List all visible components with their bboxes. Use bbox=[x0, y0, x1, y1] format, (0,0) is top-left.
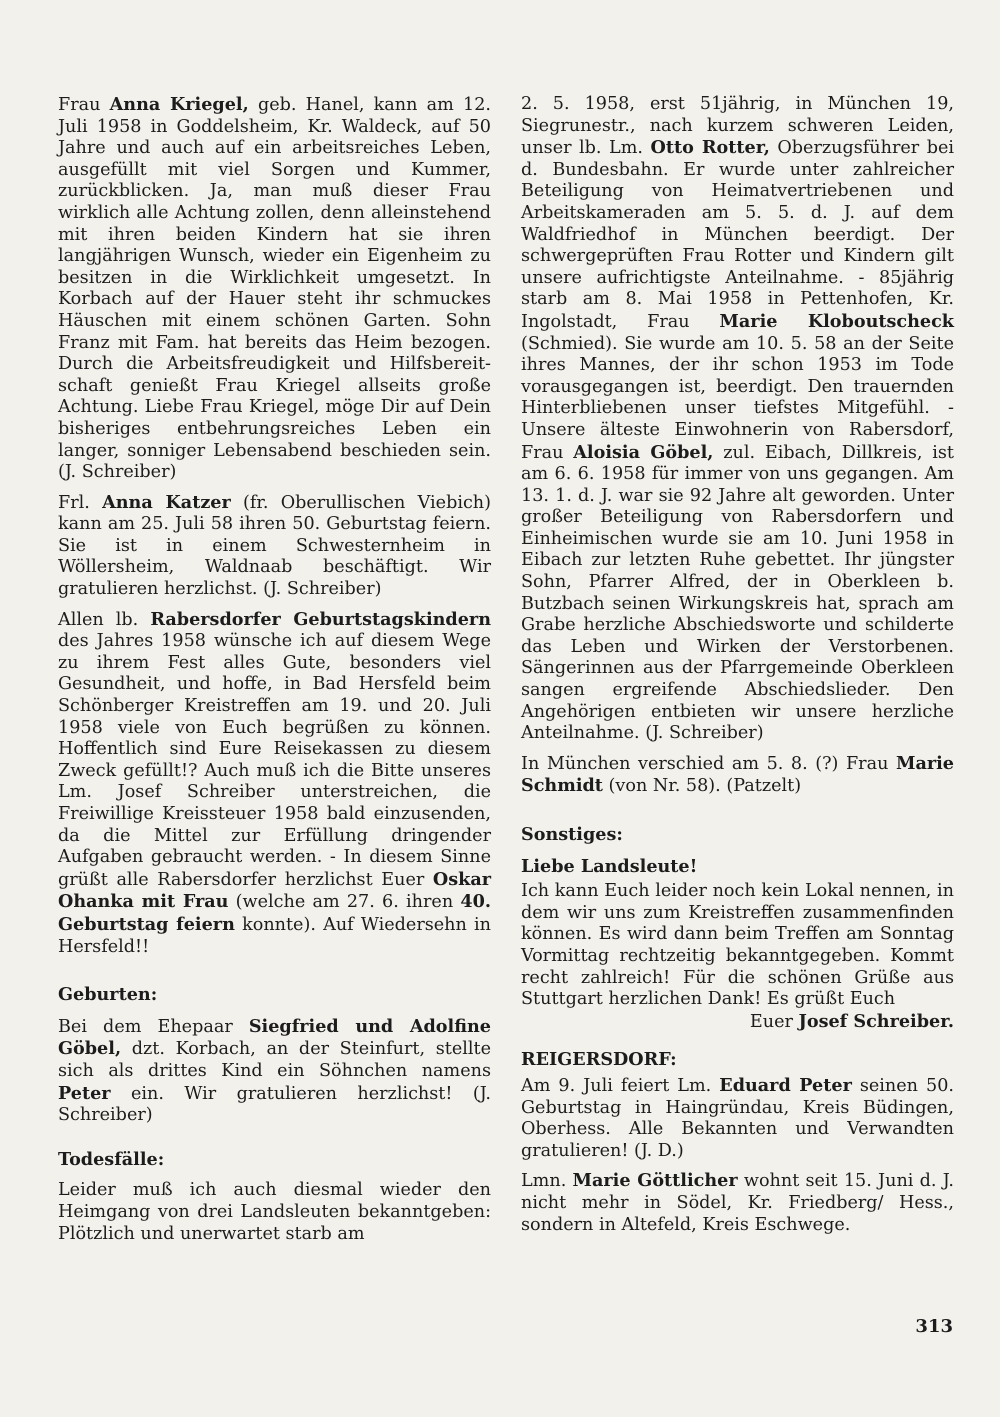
signature-name: Josef Schreiber. bbox=[798, 1010, 954, 1032]
person-name: Aloisia Göbel, bbox=[573, 441, 714, 463]
person-name: Marie Göttlicher bbox=[572, 1170, 738, 1192]
person-name: Marie Schmidt bbox=[521, 752, 954, 797]
emphasis-text: Rabersdorfer Geburtstagskindern bbox=[150, 608, 491, 630]
deaths-heading: Todesfälle: bbox=[58, 1148, 165, 1170]
dear-countrymen-paragraph: Ich kann Euch leider noch kein Lokal nennen, in dem wir uns zum Kreistreffen zusammenfinden können. Es wird dann beim Treffen am Sonntag Vormittag rechtzeitig bekanntgegeben. Kommt recht zahlreich! Für die schönen Grüße aus Stuttgart herzlichen Dank! Es grüßt Euch bbox=[521, 881, 954, 1010]
emphasis-text: 40. Geburtstag feiern bbox=[58, 891, 491, 935]
births-paragraph: Bei dem Ehepaar Siegfried und Adolfine Göbel, dzt. Korbach, an der Steinfurt, stellte sich als drittes Kind ein Söhnchen namens Peter ein. Wir gratulieren herzlichst! (J. Schreiber) bbox=[58, 1015, 492, 1126]
goettlicher-paragraph: Lmn. Marie Göttlicher wohnt seit 15. Juni d. J. nicht mehr in Södel, Kr. Friedberg/ Hess., sondern in Altefeld, Kreis Eschwege. bbox=[521, 1170, 954, 1235]
schmidt-paragraph: In München verschied am 5. 8. (?) Frau Marie Schmidt (von Nr. 58). (Patzelt) bbox=[521, 752, 954, 797]
person-name: Siegfried und Adolfine Göbel, bbox=[58, 1015, 492, 1060]
person-name: Peter bbox=[58, 1082, 111, 1104]
left-column bbox=[58, 94, 491, 1245]
kriegel-paragraph: Frau Anna Kriegel, geb. Hanel, kann am 12. Juli 1958 in Goddelsheim, Kr. Waldeck, auf 50 Jahre und auch auf ein arbeitsreiches Leben, ausgefüllt mit viel Sorgen und Kummer, zurückblicken. Ja, man muß dieser Frau wirklich alle Achtung zollen, denn alleinstehend mit ihren beiden Kindern hat sie ihren langjährigen Wunsch, wieder ein Eigenheim zu besitzen in die Wirklichkeit umgesetzt. In Korbach auf der Hauer steht ihr schmuckes Häuschen mit einem schönen Garten. Sohn Franz mit Fam. hat bereits das Heim bezogen. Durch die Arbeitsfreudigkeit und Hilfsbereitschaft genießt Frau Kriegel allseits große Achtung. Liebe Frau Kriegel, möge Dir auf Dein bisheriges entbehrungsreiches Leben ein langer, sonniger Lebensabend beschieden sein. (J. Schreiber) bbox=[58, 94, 491, 483]
rotter-paragraph: 2. 5. 1958, erst 51jährig, in München 19, Siegrunestr., nach kurzem schweren Leiden, unser lb. Lm. Otto Rotter, Oberzugsführer bei d. Bundesbahn. Er wurde unter zahlreicher Beteiligung von Heimatvertriebenen und Arbeitskameraden am 5. 5. d. J. auf dem Waldfriedhof in München beerdigt. Der schwergeprüften Frau Rotter und Kindern gilt unsere aufrichtigste Anteilnahme. - 85jährig starb am 8. Mai 1958 in Pettenhofen, Kr. Ingolstadt, Frau Marie Kloboutscheck (Schmied). Sie wurde am 10. 5. 58 an der Seite ihres Mannes, der ihr schon 1953 im Tode vorausgegangen ist, beerdigt. Den trauernden Hinterbliebenen unser tiefstes Mitgefühl. - Unsere älteste Einwohnerin von Rabersdorf, Frau Aloisia Göbel, zul. Eibach, Dillkreis, ist am 6. 6. 1958 für immer von uns gegangen. Am 13. 1. d. J. war sie 92 Jahre alt geworden. Unter großer Beteiligung von Rabersdorfern und Einheimischen wurde sie am 10. Juni 1958 in Eibach zur letzten Ruhe gebettet. Ihr jüngster Sohn, Pfarrer Alfred, der in Oberkleen b. Butzbach seinen Wirkungskreis hat, sprach am Grabe herzliche Abschiedsworte und schilderte das Leben und Wirken der Verstorbenen. Sängerinnen aus der Pfarrgemeinde Oberkleen sangen ergreifende Abschiedslieder. Den Angehörigen entbieten wir unsere herzliche Anteilnahme. (J. Schreiber) bbox=[521, 94, 955, 744]
page-number: 313 bbox=[915, 1316, 953, 1337]
person-name: Marie Kloboutscheck bbox=[719, 310, 954, 332]
person-name: Otto Rotter, bbox=[650, 137, 770, 159]
dear-countrymen-heading: Liebe Landsleute! bbox=[521, 855, 698, 877]
birthday-greetings-paragraph: Allen lb. Rabersdorfer Geburtstagskindern des Jahres 1958 wünsche ich auf diesem Wege zu ihrem Fest alles Gute, besonders viel Gesundheit, und hoffe, in Bad Hersfeld beim Schönberger Kreistreffen am 19. und 20. Juli 1958 viele von Euch begrüßen zu können. Hoffentlich sind Eure Reisekassen zu diesem Zweck gefüllt!? Auch muß ich die Bitte unseres Lm. Josef Schreiber unterstreichen, die Freiwillige Kreissteuer 1958 bald einzusenden, da die Mittel zur Erfüllung dringender Aufgaben gebraucht werden. - In diesem Sinne grüßt alle Rabersdorfer herzlichst Euer Oskar Ohanka mit Frau (welche am 27. 6. ihren 40. Geburtstag feiern konnte). Auf Wiedersehn in Hersfeld!! bbox=[58, 608, 491, 957]
person-name: Oskar Ohanka mit Frau bbox=[58, 868, 491, 913]
person-name: Anna Kriegel, bbox=[109, 94, 249, 115]
reigersdorf-heading: REIGERSDORF: bbox=[521, 1049, 677, 1071]
person-name: Eduard Peter bbox=[719, 1074, 852, 1096]
misc-heading: Sonstiges: bbox=[521, 824, 623, 845]
births-heading: Geburten: bbox=[58, 984, 158, 1006]
person-name: Anna Katzer bbox=[102, 491, 231, 513]
katzer-paragraph: Frl. Anna Katzer (fr. Oberullischen Viebich) kann am 25. Juli 58 ihren 50. Geburtstag feiern. Sie ist in einem Schwesternheim in Wöllersheim, Waldnaab beschäftigt. Wir gratulieren herzlichst. (J. Schreiber) bbox=[58, 491, 492, 600]
right-column bbox=[521, 94, 954, 1236]
deaths-intro-paragraph: Leider muß ich auch diesmal wieder den Heimgang von drei Landsleuten bekanntgeben: Plötzlich und unerwartet starb am bbox=[58, 1180, 491, 1244]
signature: Euer Josef Schreiber. bbox=[749, 1010, 954, 1032]
peter-paragraph: Am 9. Juli feiert Lm. Eduard Peter seinen 50. Geburtstag in Haingründau, Kreis Büdingen, Oberhess. Alle Bekannten und Verwandten gratulieren! (J. D.) bbox=[521, 1074, 954, 1161]
